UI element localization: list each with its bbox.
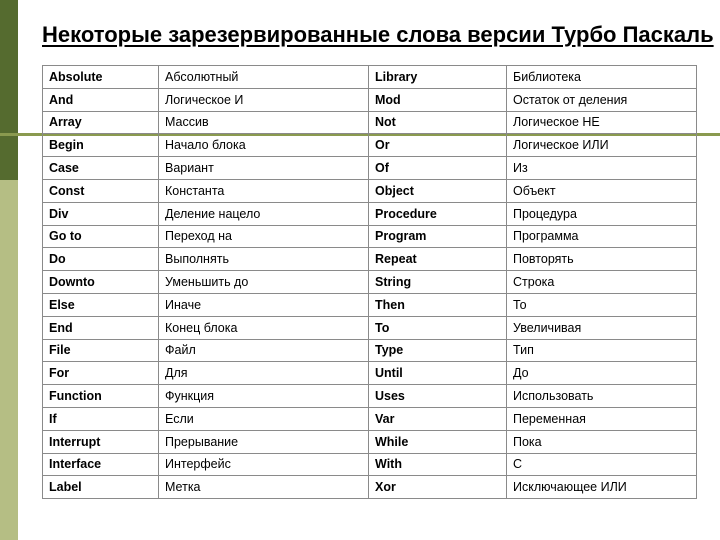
meaning-cell: Конец блока: [159, 316, 369, 339]
table-body: [43, 66, 697, 499]
keyword-cell: Library: [369, 66, 507, 89]
meaning-cell: Уменьшить до: [159, 271, 369, 294]
meaning-cell: Библиотека: [507, 66, 697, 89]
meaning-cell: Тип: [507, 339, 697, 362]
table-row: [43, 202, 697, 225]
keyword-cell: While: [369, 430, 507, 453]
keyword-cell: Absolute: [43, 66, 159, 89]
table-row: [43, 362, 697, 385]
meaning-cell: С: [507, 453, 697, 476]
meaning-cell: Исключающее ИЛИ: [507, 476, 697, 499]
keyword-cell: With: [369, 453, 507, 476]
meaning-cell: Пока: [507, 430, 697, 453]
meaning-cell: Вариант: [159, 157, 369, 180]
meaning-cell: Выполнять: [159, 248, 369, 271]
keyword-cell: Not: [369, 111, 507, 134]
keyword-cell: Begin: [43, 134, 159, 157]
keyword-cell: For: [43, 362, 159, 385]
keyword-cell: Function: [43, 385, 159, 408]
table-row: [43, 453, 697, 476]
slide-title: Некоторые зарезервированные слова версии Турбо Паскаль: [42, 22, 714, 47]
keyword-cell: Label: [43, 476, 159, 499]
meaning-cell: Переменная: [507, 407, 697, 430]
meaning-cell: Метка: [159, 476, 369, 499]
meaning-cell: Логическое ИЛИ: [507, 134, 697, 157]
table-row: [43, 66, 697, 89]
meaning-cell: Из: [507, 157, 697, 180]
table-row: [43, 88, 697, 111]
meaning-cell: Деление нацело: [159, 202, 369, 225]
meaning-cell: Файл: [159, 339, 369, 362]
meaning-cell: Если: [159, 407, 369, 430]
reserved-words-table-container: [42, 65, 696, 499]
table-row: [43, 430, 697, 453]
meaning-cell: Интерфейс: [159, 453, 369, 476]
table-row: [43, 407, 697, 430]
meaning-cell: Остаток от деления: [507, 88, 697, 111]
meaning-cell: Процедура: [507, 202, 697, 225]
table-row: [43, 248, 697, 271]
meaning-cell: Константа: [159, 179, 369, 202]
meaning-cell: Использовать: [507, 385, 697, 408]
keyword-cell: Mod: [369, 88, 507, 111]
keyword-cell: End: [43, 316, 159, 339]
meaning-cell: До: [507, 362, 697, 385]
meaning-cell: Для: [159, 362, 369, 385]
keyword-cell: Downto: [43, 271, 159, 294]
meaning-cell: Прерывание: [159, 430, 369, 453]
meaning-cell: То: [507, 293, 697, 316]
table-row: [43, 271, 697, 294]
meaning-cell: Функция: [159, 385, 369, 408]
accent-bar-light-segment: [0, 180, 18, 540]
table-row: [43, 134, 697, 157]
keyword-cell: Uses: [369, 385, 507, 408]
keyword-cell: Object: [369, 179, 507, 202]
meaning-cell: Повторять: [507, 248, 697, 271]
keyword-cell: Array: [43, 111, 159, 134]
keyword-cell: Case: [43, 157, 159, 180]
meaning-cell: Объект: [507, 179, 697, 202]
keyword-cell: Or: [369, 134, 507, 157]
keyword-cell: Do: [43, 248, 159, 271]
left-accent-bar: [0, 0, 18, 540]
keyword-cell: If: [43, 407, 159, 430]
table-row: [43, 111, 697, 134]
keyword-cell: String: [369, 271, 507, 294]
keyword-cell: Const: [43, 179, 159, 202]
keyword-cell: Procedure: [369, 202, 507, 225]
meaning-cell: Переход на: [159, 225, 369, 248]
keyword-cell: Until: [369, 362, 507, 385]
table-row: [43, 293, 697, 316]
accent-bar-dark-segment: [0, 0, 18, 180]
keyword-cell: Then: [369, 293, 507, 316]
table-row: [43, 385, 697, 408]
keyword-cell: And: [43, 88, 159, 111]
keyword-cell: Of: [369, 157, 507, 180]
table-row: [43, 339, 697, 362]
keyword-cell: Interrupt: [43, 430, 159, 453]
keyword-cell: Else: [43, 293, 159, 316]
meaning-cell: Программа: [507, 225, 697, 248]
keyword-cell: Type: [369, 339, 507, 362]
meaning-cell: Логическое НЕ: [507, 111, 697, 134]
meaning-cell: Иначе: [159, 293, 369, 316]
table-row: [43, 157, 697, 180]
meaning-cell: Увеличивая: [507, 316, 697, 339]
keyword-cell: Go to: [43, 225, 159, 248]
table-row: [43, 316, 697, 339]
meaning-cell: Абсолютный: [159, 66, 369, 89]
reserved-words-table: [42, 65, 697, 499]
meaning-cell: Логическое И: [159, 88, 369, 111]
keyword-cell: Interface: [43, 453, 159, 476]
table-row: [43, 476, 697, 499]
meaning-cell: Начало блока: [159, 134, 369, 157]
meaning-cell: Строка: [507, 271, 697, 294]
keyword-cell: Var: [369, 407, 507, 430]
keyword-cell: Program: [369, 225, 507, 248]
keyword-cell: File: [43, 339, 159, 362]
meaning-cell: Массив: [159, 111, 369, 134]
keyword-cell: Xor: [369, 476, 507, 499]
keyword-cell: Div: [43, 202, 159, 225]
keyword-cell: Repeat: [369, 248, 507, 271]
table-row: [43, 179, 697, 202]
keyword-cell: To: [369, 316, 507, 339]
table-row: [43, 225, 697, 248]
